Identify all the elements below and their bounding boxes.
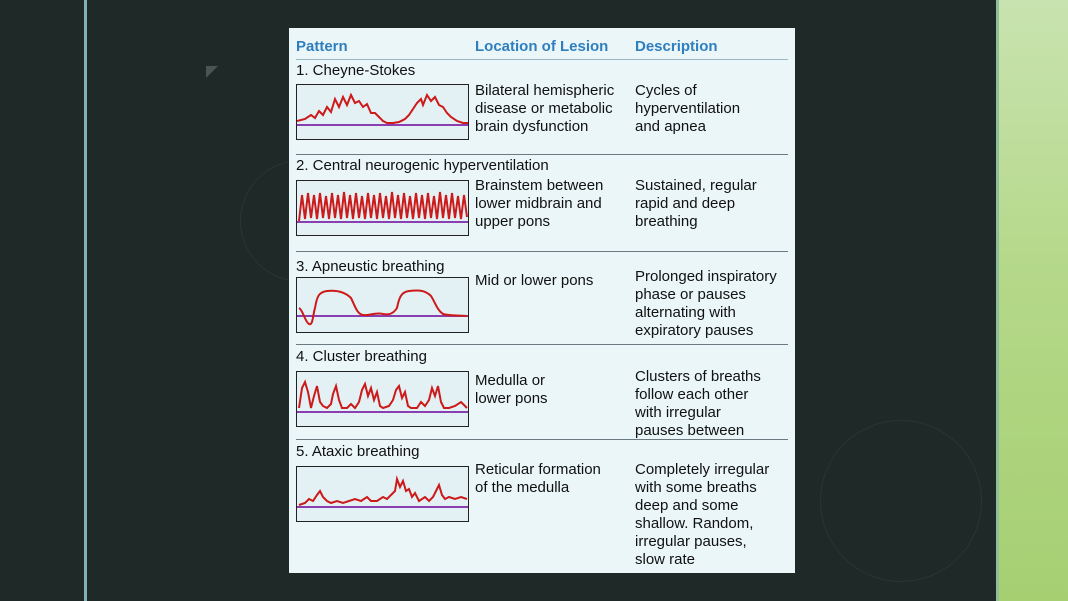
corner-triangle-mark [206,66,218,78]
row-divider [296,251,788,252]
row-divider [296,154,788,155]
header-description: Description [635,38,718,55]
header-divider [296,59,788,60]
lesion-location: Reticular formation of the medulla [475,461,601,496]
pattern-description: Prolonged inspiratory phase or pauses alternating with expiratory pauses [635,268,777,339]
right-gradient-panel [996,0,1068,601]
header-location-of-lesion: Location of Lesion [475,38,609,55]
row-divider [296,344,788,345]
pattern-title: 5. Ataxic breathing [296,443,420,460]
pattern-description: Clusters of breaths follow each other with irregular pauses between [635,368,761,439]
waveform-plot-cheyne-stokes [296,84,469,140]
waveform-svg [297,278,468,332]
pattern-description: Cycles of hyperventilation and apnea [635,82,741,135]
decorative-circle [820,420,982,582]
pattern-description: Completely irregular with some breaths deep and some shallow. Random, irregular pauses, slow rate [635,461,770,568]
lesion-location: Mid or lower pons [475,272,594,289]
breathing-patterns-table [289,28,795,573]
pattern-title: 1. Cheyne-Stokes [296,62,416,79]
left-accent-line [84,0,87,601]
waveform-plot-ataxic [296,466,469,522]
waveform-trace [299,291,467,325]
header-pattern: Pattern [296,38,348,55]
pattern-title: 2. Central neurogenic hyperventilation [296,157,549,174]
waveform-plot-cluster [296,371,469,427]
waveform-plot-apneustic [296,277,469,333]
waveform-svg [297,85,468,139]
row-divider [296,439,788,440]
pattern-title: 3. Apneustic breathing [296,258,445,275]
waveform-trace [297,95,468,123]
waveform-trace [299,382,467,408]
waveform-svg [297,467,468,521]
pattern-description: Sustained, regular rapid and deep breathing [635,177,757,230]
waveform-trace [299,192,467,221]
waveform-svg [297,181,468,235]
waveform-svg [297,372,468,426]
waveform-trace [299,479,467,505]
lesion-location: Bilateral hemispheric disease or metabolic brain dysfunction [475,82,615,135]
lesion-location: Medulla or lower pons [475,372,548,407]
waveform-plot-central-neurogenic [296,180,469,236]
pattern-title: 4. Cluster breathing [296,348,427,365]
lesion-location: Brainstem between lower midbrain and upper pons [475,177,604,230]
